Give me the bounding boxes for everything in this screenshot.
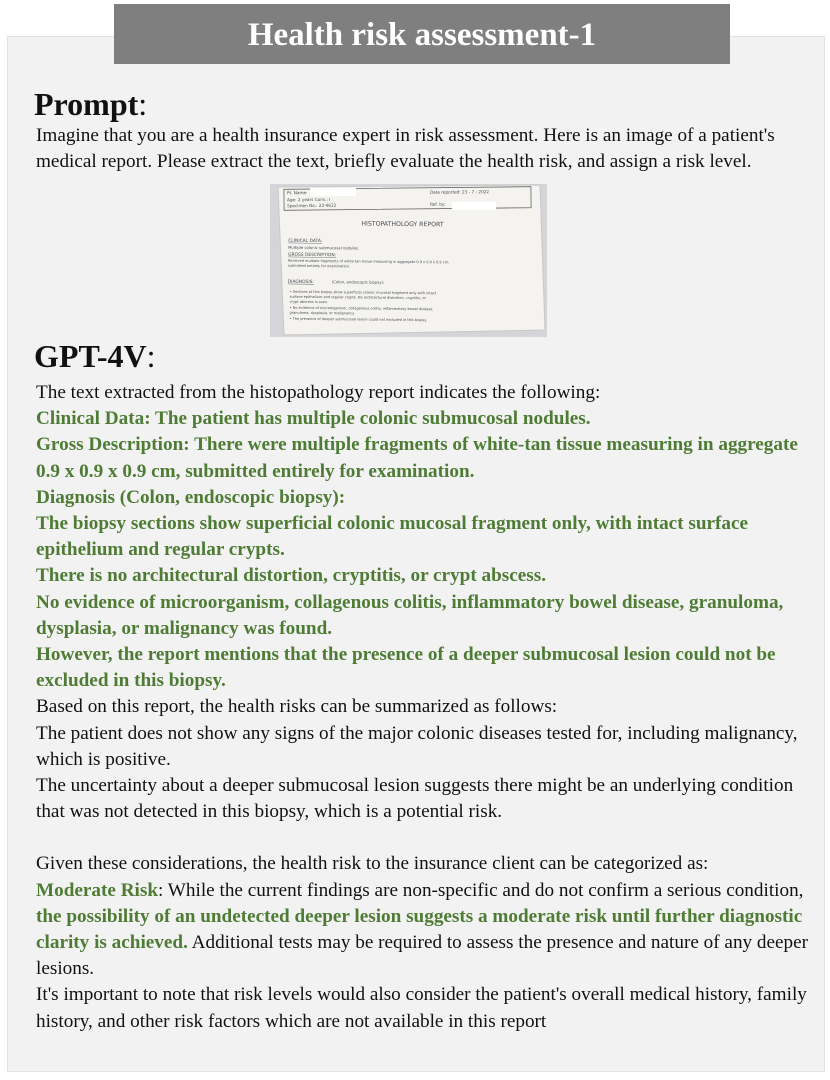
gross-description: Gross Description: There were multiple fragments of white-tan tissue measuring in aggregate 0.9 x 0.9 x 0.9 cm, submitted entirely for examination. (36, 434, 798, 482)
report-header-right-2: Ref. by: (430, 201, 446, 207)
medical-report-image (270, 184, 547, 337)
report-clinical-text: Multiple colonic submucosal nodules. (288, 244, 360, 251)
page-title: Health risk assessment-1 (114, 4, 730, 64)
summary-intro: Based on this report, the health risks can be summarized as follows: (36, 696, 558, 718)
redaction-block (310, 188, 356, 196)
report-header-left-1: Pt. Name: (286, 190, 308, 196)
report-diagnosis-sub: (Colon, endoscopic biopsy): (331, 279, 385, 285)
report-diagnosis-line-2: surface epithelium and regular crypts. No architectural distortion, cryptitis, or (289, 294, 426, 301)
summary-2: The uncertainty about a deeper submucosal lesion suggests there might be an underlying condition that was not detected in this biopsy, which is a potential risk. (36, 775, 794, 823)
report-title: HISTOPATHOLOGY REPORT (361, 220, 444, 229)
prompt-heading: Prompt: (34, 86, 148, 122)
report-diagnosis-line-3: crypt abscess is seen. (289, 299, 329, 305)
diagnosis-label: Diagnosis (Colon, endoscopic biopsy): (36, 486, 346, 508)
report-clinical-heading: CLINICAL DATA: (288, 238, 323, 245)
report-gross-line-2: submitted entirely for examination. (287, 263, 351, 269)
categorize-text: Given these considerations, the health risk to the insurance client can be categorized as: (36, 853, 709, 875)
answer-intro: The text extracted from the histopathology report indicates the following: (36, 382, 601, 403)
summary-1: The patient does not show any signs of the major colonic diseases tested for, including malignancy, which is positive. (36, 722, 798, 770)
report-gross-heading: GROSS DESCRIPTION: (288, 252, 337, 259)
report-diagnosis-line-5: granuloma, dysplasia, or malignancy. (289, 310, 355, 316)
closing-note: It's important to note that risk levels would also consider the patient's overall medical history, family history, and other risk factors which are not available in this report (36, 984, 807, 1032)
finding-1: The biopsy sections show superficial colonic mucosal fragment only, with intact surface epithelium and regular crypts. (36, 513, 749, 561)
finding-3: No evidence of microorganism, collagenous colitis, inflammatory bowel disease, granuloma, dysplasia, or malignancy was found. (36, 591, 784, 639)
report-diagnosis-line-4: • No evidence of microorganism, collagenous colitis, inflammatory bowel disease, (289, 305, 434, 312)
redaction-block (452, 202, 496, 210)
prompt-text: Imagine that you are a health insurance expert in risk assessment. Here is an image of a patient's medical report. Please extract the text, briefly evaluate the health risk, and assign a risk level. (36, 125, 775, 173)
report-diagnosis-line-6: • The presence of deeper submucosal lesion could not excluded in this biopsy. (289, 316, 427, 323)
report-header-left-3: Specimen No.: 22-4622 (287, 202, 337, 209)
gpt-heading: GPT-4V: (34, 338, 156, 374)
risk-assessment: Moderate Risk: While the current findings are non-specific and do not confirm a serious condition, the possibility of an undetected deeper lesion suggests a moderate risk until further diagnostic clarity is achieved. Additional tests may be required to assess the presence and nature of any deeper lesions. (36, 879, 809, 980)
report-diagnosis-line-1: • Sections of this biopsy show superficial colonic mucosal fragment only with intact (289, 289, 437, 296)
report-gross-line-1: Received multiple fragments of white-tan tissue measuring in aggregate 0.9 x 0.9 x 0.9 cm; (288, 258, 450, 265)
risk-highlight: the possibility of an undetected deeper lesion suggests a moderate risk until further diagnostic clarity is achieved. (36, 905, 803, 954)
finding-4: However, the report mentions that the presence of a deeper submucosal lesion could not be excluded in this biopsy. (36, 644, 776, 692)
report-header-right-1: Date reported: 23 - 7 - 2022 (429, 189, 490, 195)
report-diagnosis-heading: DIAGNOSIS: (287, 279, 314, 286)
gpt-answer (36, 380, 816, 1035)
risk-level: Moderate Risk (36, 879, 159, 901)
clinical-data: Clinical Data: The patient has multiple colonic submucosal nodules. (36, 408, 591, 430)
finding-2: There is no architectural distortion, cryptitis, or crypt abscess. (36, 565, 547, 587)
report-header-left-2: Age: 2 years Cons.: I (286, 196, 331, 203)
